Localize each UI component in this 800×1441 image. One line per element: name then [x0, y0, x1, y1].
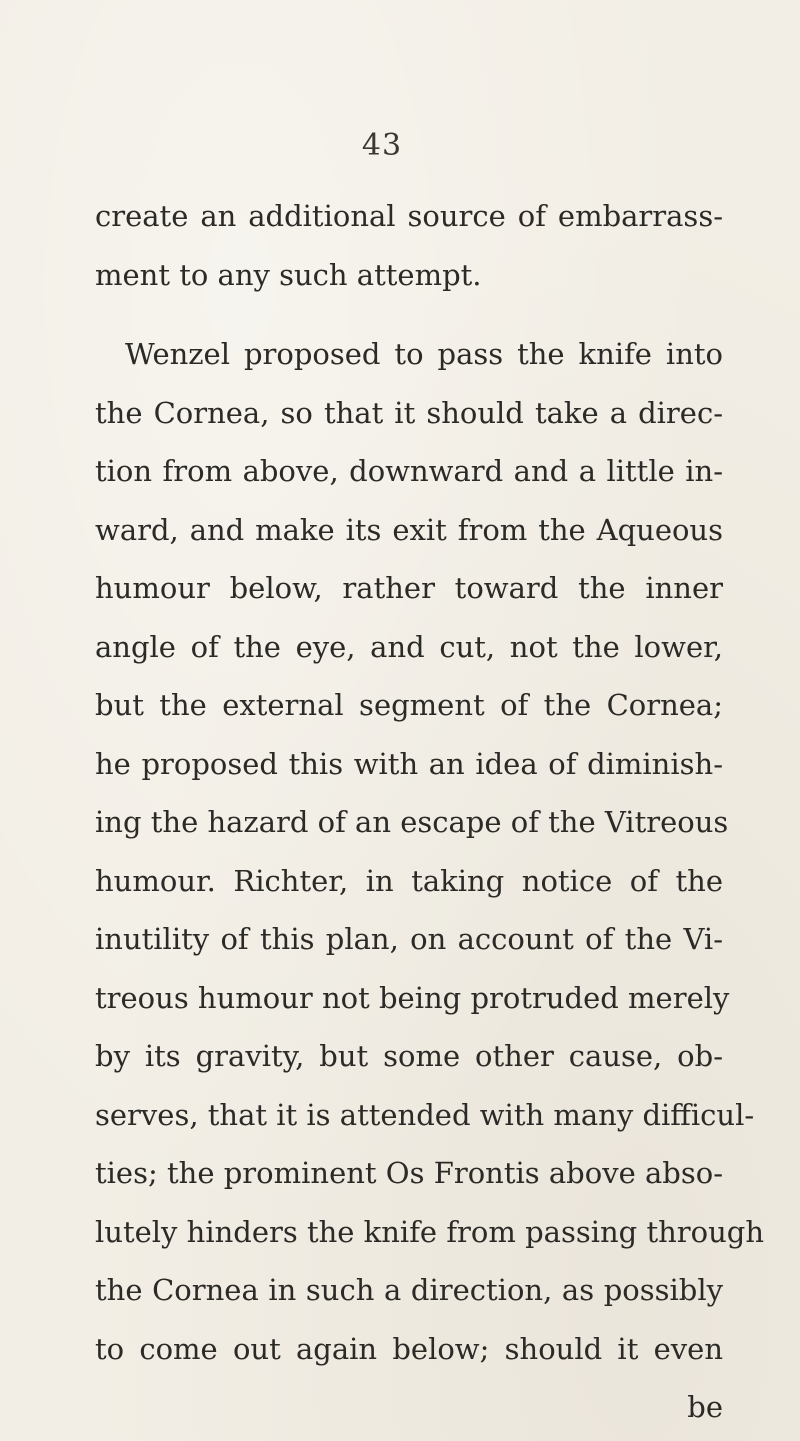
text-line: humour below, rather toward the inner — [95, 571, 723, 605]
text-line: inutility of this plan, on account of the Vi- — [95, 922, 723, 956]
text-line: ment to any such attempt. — [95, 257, 482, 292]
text-line: tion from above, downward and a little in- — [95, 454, 723, 488]
text-line: create an additional source of embarrass- — [95, 199, 723, 233]
text-line: angle of the eye, and cut, not the lower, — [95, 629, 723, 664]
text-line: treous humour not being protruded merely — [95, 980, 730, 1015]
text-line: Wenzel proposed to pass the knife into — [125, 337, 723, 371]
text-line: he proposed this with an idea of diminish- — [95, 746, 723, 781]
page-number: 43 — [361, 128, 403, 163]
text-line: the Cornea in such a direction, as possibly — [95, 1273, 723, 1307]
text-line: but the external segment of the Cornea; — [95, 688, 723, 722]
text-line: by its gravity, but some other cause, ob- — [95, 1039, 723, 1073]
catchword: be — [687, 1390, 723, 1424]
text-line: lutely hinders the knife from passing through — [95, 1214, 765, 1249]
text-line: ties; the prominent Os Frontis above abso- — [95, 1156, 723, 1190]
text-line: serves, that it is attended with many difficul- — [95, 1097, 755, 1132]
text-line: ward, and make its exit from the Aqueous — [95, 512, 723, 547]
text-line: ing the hazard of an escape of the Vitreous — [95, 805, 729, 839]
text-line: humour. Richter, in taking notice of the — [95, 863, 723, 898]
text-line: the Cornea, so that it should take a direc- — [95, 395, 723, 430]
body-text — [95, 187, 765, 1437]
text-line: to come out again below; should it even — [95, 1331, 723, 1366]
